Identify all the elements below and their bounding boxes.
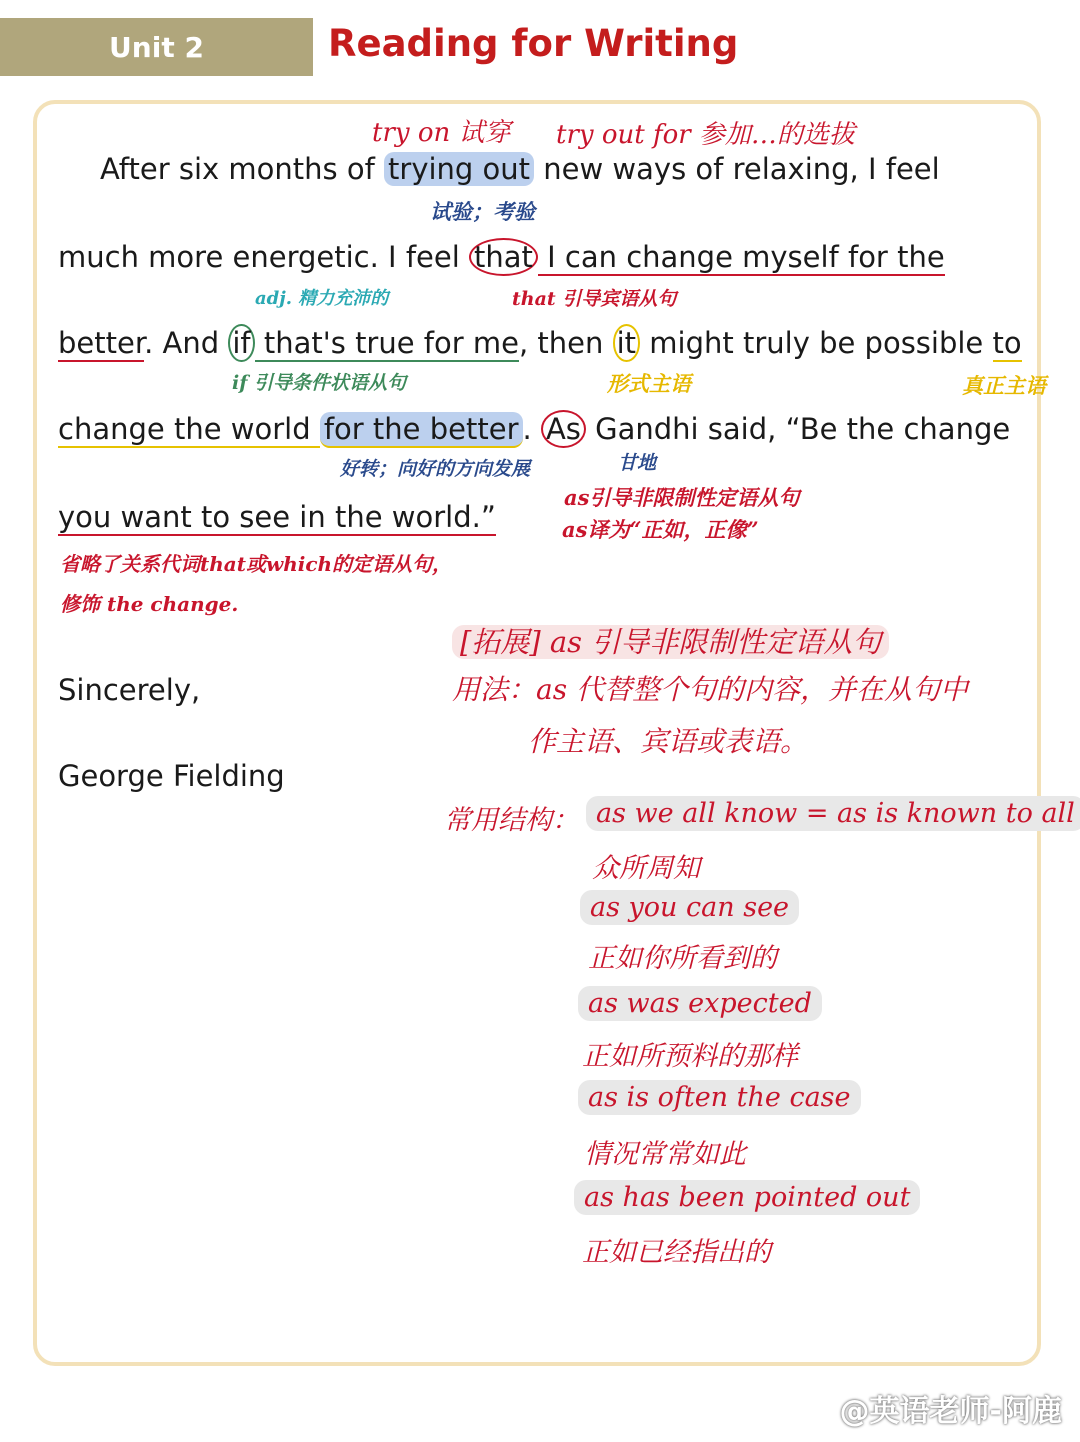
common-zh-4: 情况常常如此	[584, 1139, 746, 1170]
common-en-1-text: as we all know = as is known to all	[586, 796, 1080, 831]
underline-object-clause: I can change myself for the	[537, 240, 945, 274]
common-en-4	[578, 1082, 861, 1113]
circle-that: that	[469, 238, 538, 276]
common-zh-5: 正如已经指出的	[582, 1237, 771, 1268]
passage-line-1	[100, 152, 940, 186]
common-en-1	[586, 798, 1080, 829]
common-zh-3: 正如所预料的那样	[582, 1041, 798, 1072]
extension-title-text: [拓展] as 引导非限制性定语从句	[452, 625, 889, 659]
note-as-clause-1: as引导非限制性定语从句	[564, 485, 800, 510]
note-omit-1: 省略了关系代词that或which的定语从句，	[60, 552, 453, 576]
circle-it: it	[613, 324, 640, 362]
underline-condition-clause: that's true for me	[254, 326, 519, 360]
note-gandhi: 甘地	[618, 452, 657, 474]
highlight-for-the-better: for the better	[320, 412, 523, 448]
passage-text: .	[522, 412, 541, 446]
passage-text: After six months of	[100, 152, 385, 186]
underline-change-world: change the world	[58, 412, 320, 446]
usage-line-2: 作主语、宾语或表语。	[528, 725, 809, 758]
unit-tab: Unit 2	[0, 18, 313, 76]
circle-as: As	[541, 410, 586, 448]
common-en-5-text: as has been pointed out	[574, 1180, 920, 1215]
passage-line-5	[58, 500, 496, 534]
note-real-subject: 真正主语	[962, 373, 1046, 398]
note-as-clause-2: as译为“正如，正像”	[562, 517, 759, 542]
passage-text: might truly be possible	[640, 326, 993, 360]
common-en-3	[578, 988, 822, 1019]
page-title: Reading for Writing	[328, 22, 739, 65]
note-trying-out: 试验；考验	[430, 199, 535, 224]
usage-line-1: 用法：as 代替整个句的内容，并在从句中	[452, 673, 968, 706]
common-en-3-text: as was expected	[578, 986, 822, 1021]
passage-text: much more energetic. I feel	[58, 240, 469, 274]
note-omit-2: 修饰 the change.	[60, 592, 239, 616]
common-label: 常用结构：	[444, 805, 579, 836]
signature: George Fielding	[58, 759, 285, 793]
common-en-2-text: as you can see	[580, 890, 799, 925]
common-en-2	[580, 892, 799, 923]
common-zh-2: 正如你所看到的	[588, 943, 777, 974]
note-for-the-better: 好转；向好的方向发展	[340, 458, 531, 480]
passage-line-2	[58, 240, 945, 274]
passage-text: new ways of relaxing, I feel	[534, 152, 940, 186]
closing: Sincerely,	[58, 673, 201, 707]
note-formal-subject: 形式主语	[607, 371, 691, 396]
highlight-trying-out: trying out	[384, 152, 534, 186]
circle-if: if	[228, 324, 254, 362]
passage-text: Gandhi said, “Be the change	[585, 412, 1011, 446]
note-try-on: try on 试穿	[372, 118, 511, 148]
watermark: @英语老师-阿鹿	[839, 1394, 1062, 1429]
common-en-5	[574, 1182, 920, 1213]
underline-relative-clause: you want to see in the world.”	[58, 500, 496, 534]
passage-text: , then	[518, 326, 613, 360]
common-zh-1: 众所周知	[592, 853, 700, 884]
note-that-clause: that 引导宾语从句	[512, 288, 677, 310]
note-try-out-for: try out for 参加…的选拔	[556, 120, 855, 150]
underline-better: better	[58, 326, 145, 360]
passage-line-4	[58, 412, 1010, 446]
passage-text: . And	[144, 326, 229, 360]
common-en-4-text: as is often the case	[578, 1080, 861, 1115]
note-if-clause: if 引导条件状语从句	[232, 372, 407, 394]
note-energetic: adj. 精力充沛的	[255, 288, 389, 309]
passage-line-3	[58, 326, 1022, 360]
underline-to: to	[992, 326, 1022, 360]
extension-title	[452, 620, 889, 661]
